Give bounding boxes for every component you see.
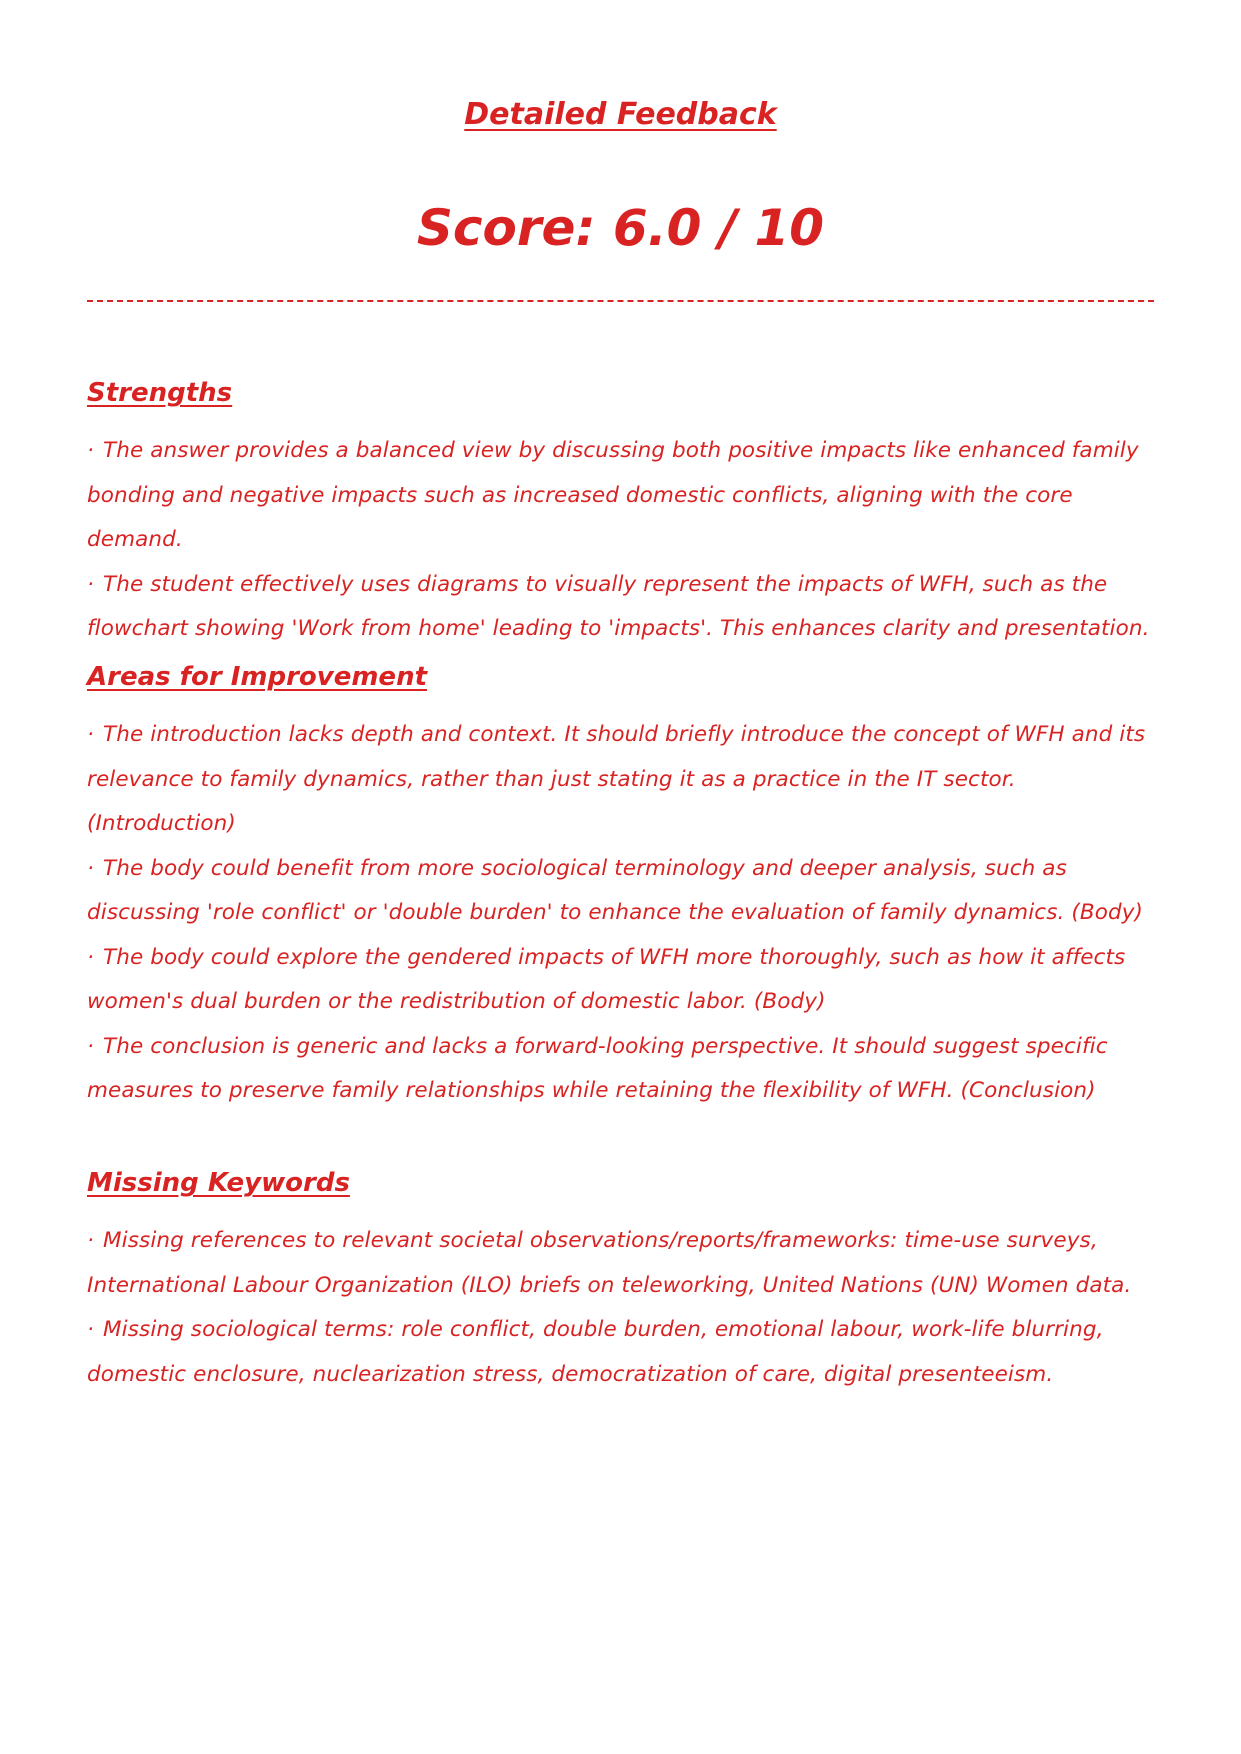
- list-item-text: Missing references to relevant societal observations/reports/frameworks: time-use surveys, International Labour Organization (ILO) briefs on teleworking, United Nations (UN) Women data.: [87, 1228, 1132, 1298]
- list-item: [87, 563, 1167, 652]
- list-item: [87, 847, 1167, 936]
- list-item-text: The answer provides a balanced view by discussing both positive impacts like enhanced family bonding and negative impacts such as increased domestic conflicts, aligning with the core demand.: [87, 438, 1139, 552]
- strengths-section: [87, 375, 1167, 652]
- list-item-text: The conclusion is generic and lacks a forward-looking perspective. It should suggest specific measures to preserve family relationships while retaining the flexibility of WFH. (Conclusion): [87, 1033, 1108, 1103]
- list-item-text: The body could explore the gendered impacts of WFH more thoroughly, such as how it affects women's dual burden or the redistribution of domestic labor. (Body): [87, 944, 1126, 1014]
- score-display: Score: 6.0 / 10: [416, 199, 825, 257]
- missing-keywords-heading: Missing Keywords: [87, 1168, 350, 1198]
- list-item: [87, 936, 1167, 1025]
- bullet-icon: ·: [87, 571, 94, 597]
- missing-keywords-list: [87, 1219, 1167, 1397]
- bullet-icon: ·: [87, 1033, 94, 1059]
- list-item-text: The introduction lacks depth and context. It should briefly introduce the concept of WFH and its relevance to family dynamics, rather than just stating it as a practice in the IT sector. (Introduction): [87, 722, 1146, 836]
- dashed-divider: [87, 300, 1154, 302]
- bullet-icon: ·: [87, 1317, 94, 1342]
- improvement-heading: Areas for Improvement: [87, 662, 428, 692]
- bullet-icon: ·: [87, 855, 94, 881]
- list-item: [87, 1308, 1167, 1397]
- list-item: [87, 429, 1167, 563]
- list-item-text: The student effectively uses diagrams to visually represent the impacts of WFH, such as the flowchart showing 'Work from home' leading to 'impacts'. This enhances clarity and presentation.: [87, 571, 1150, 641]
- list-item: [87, 1219, 1167, 1308]
- strengths-heading: Strengths: [87, 378, 233, 408]
- bullet-icon: ·: [87, 438, 94, 463]
- improvement-section: [87, 659, 1167, 1114]
- list-item: [87, 1025, 1167, 1114]
- bullet-icon: ·: [87, 1228, 94, 1253]
- page-title: Detailed Feedback: [464, 97, 777, 132]
- bullet-icon: ·: [87, 722, 94, 747]
- strengths-list: [87, 429, 1167, 652]
- missing-keywords-section: [87, 1165, 1167, 1397]
- improvement-list: [87, 713, 1167, 1114]
- bullet-icon: ·: [87, 944, 94, 970]
- list-item-text: Missing sociological terms: role conflict, double burden, emotional labour, work-life blurring, domestic enclosure, nuclearization stress, democratization of care, digital presenteeism.: [87, 1317, 1104, 1387]
- list-item-text: The body could benefit from more sociological terminology and deeper analysis, such as discussing 'role conflict' or 'double burden' to enhance the evaluation of family dynamics. (Body): [87, 855, 1144, 925]
- list-item: [87, 713, 1167, 847]
